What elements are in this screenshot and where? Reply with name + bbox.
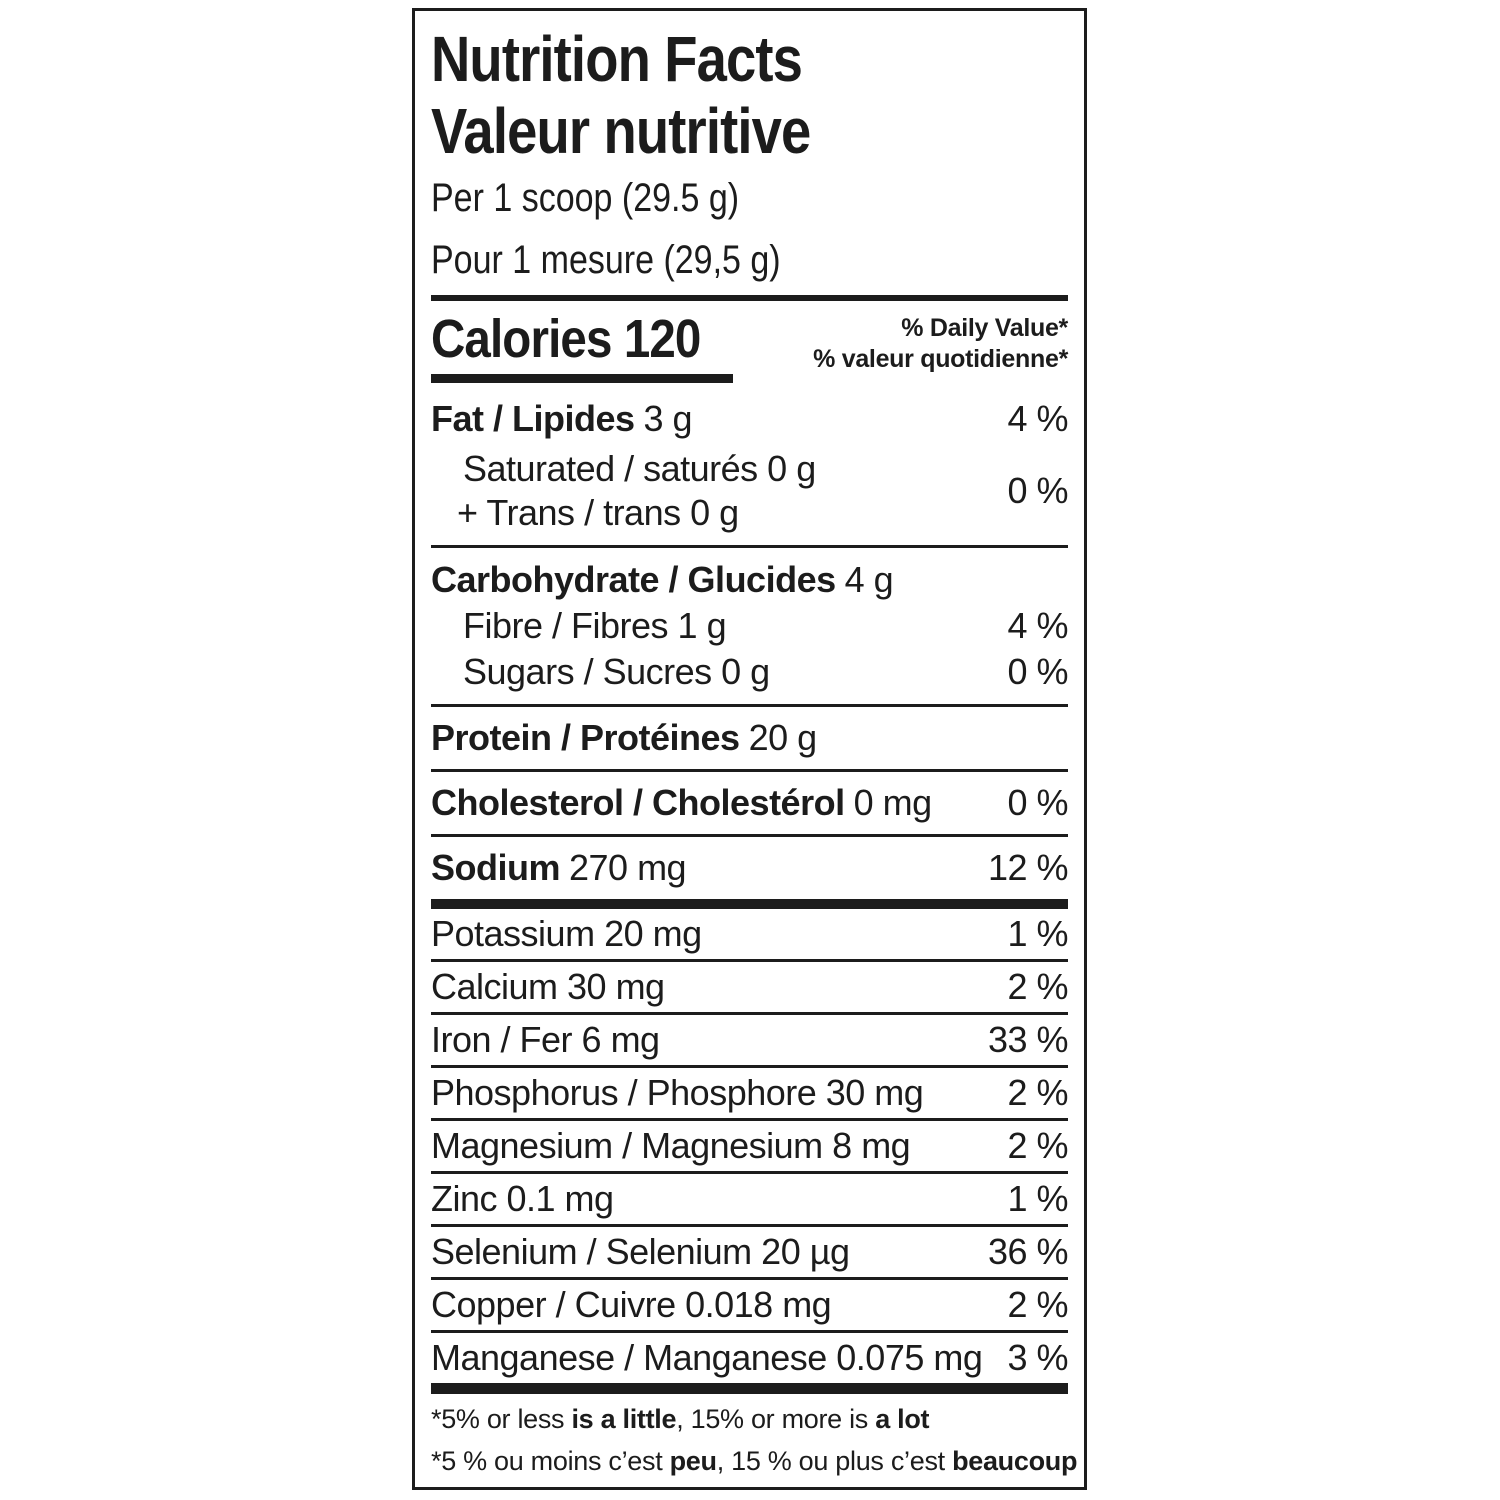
- cholesterol-daily-value: 0 %: [1007, 782, 1068, 823]
- sodium-daily-value: 12 %: [987, 847, 1068, 888]
- calories-underline-bar: [431, 374, 733, 383]
- sodium-amount: 270 mg: [569, 847, 687, 888]
- row-manganese: [431, 1333, 1068, 1394]
- row-fibre: [431, 604, 1068, 648]
- iron-daily-value: 33 %: [987, 1019, 1068, 1060]
- cholesterol-amount: 0 mg: [853, 782, 932, 823]
- zinc-label: Zinc 0.1 mg: [431, 1178, 614, 1219]
- fibre-daily-value: 4 %: [1007, 605, 1068, 646]
- potassium-label: Potassium 20 mg: [431, 913, 702, 954]
- nutrition-facts-label: [412, 8, 1087, 1490]
- saturated-fat-label: Saturated / saturés 0 g: [463, 448, 816, 489]
- magnesium-daily-value: 2 %: [1007, 1125, 1068, 1166]
- row-cholesterol: [431, 772, 1068, 837]
- separator-thick-top: [431, 295, 1068, 301]
- calcium-label: Calcium 30 mg: [431, 966, 665, 1007]
- protein-amount: 20 g: [748, 717, 817, 758]
- carbohydrate-amount: 4 g: [844, 559, 894, 600]
- daily-value-header-french: % valeur quotidienne*: [813, 345, 1068, 373]
- row-fat: [431, 397, 1068, 441]
- footnote-french: *5 % ou moins c’est peu, 15 % ou plus c’est beaucoup: [431, 1446, 1078, 1476]
- row-calcium: [431, 962, 1068, 1015]
- title-french: Valeur nutritive: [431, 95, 811, 167]
- row-protein: [431, 707, 1068, 772]
- selenium-daily-value: 36 %: [987, 1231, 1068, 1272]
- iron-label: Iron / Fer 6 mg: [431, 1019, 660, 1060]
- serving-size-english: Per 1 scoop (29.5 g): [431, 176, 740, 220]
- daily-value-header: [813, 309, 1068, 375]
- row-phosphorus: [431, 1068, 1068, 1121]
- row-copper: [431, 1280, 1068, 1333]
- row-iron: [431, 1015, 1068, 1068]
- calories-label: Calories: [431, 309, 612, 369]
- row-saturated-trans: [431, 447, 1068, 548]
- row-potassium: [431, 909, 1068, 962]
- calories-section: [431, 309, 1068, 383]
- trans-fat-label: + Trans / trans 0 g: [457, 492, 739, 533]
- row-selenium: [431, 1227, 1068, 1280]
- sodium-label: Sodium: [431, 847, 560, 888]
- fat-amount: 3 g: [643, 398, 693, 439]
- fat-daily-value: 4 %: [1007, 398, 1068, 439]
- serving-size-french: Pour 1 mesure (29,5 g): [431, 238, 781, 282]
- manganese-daily-value: 3 %: [1007, 1337, 1068, 1378]
- calcium-daily-value: 2 %: [1007, 966, 1068, 1007]
- copper-label: Copper / Cuivre 0.018 mg: [431, 1284, 832, 1325]
- calories-value: 120: [623, 309, 701, 369]
- row-sugars: [431, 650, 1068, 707]
- footnote-english: *5% or less is a little, 15% or more is a lot: [431, 1404, 930, 1434]
- manganese-label: Manganese / Manganese 0.075 mg: [431, 1337, 983, 1378]
- potassium-daily-value: 1 %: [1007, 913, 1068, 954]
- title-english: Nutrition Facts: [431, 23, 803, 95]
- copper-daily-value: 2 %: [1007, 1284, 1068, 1325]
- fat-label: Fat / Lipides: [431, 398, 635, 439]
- protein-label: Protein / Protéines: [431, 717, 740, 758]
- selenium-label: Selenium / Selenium 20 µg: [431, 1231, 850, 1272]
- zinc-daily-value: 1 %: [1007, 1178, 1068, 1219]
- sugars-label: Sugars / Sucres 0 g: [463, 651, 770, 692]
- saturated-trans-daily-value: 0 %: [1007, 470, 1068, 511]
- phosphorus-label: Phosphorus / Phosphore 30 mg: [431, 1072, 924, 1113]
- fibre-label: Fibre / Fibres 1 g: [463, 605, 727, 646]
- row-zinc: [431, 1174, 1068, 1227]
- cholesterol-label: Cholesterol / Cholestérol: [431, 782, 845, 823]
- row-magnesium: [431, 1121, 1068, 1174]
- carbohydrate-label: Carbohydrate / Glucides: [431, 559, 836, 600]
- sugars-daily-value: 0 %: [1007, 651, 1068, 692]
- row-sodium: [431, 837, 1068, 909]
- magnesium-label: Magnesium / Magnesium 8 mg: [431, 1125, 911, 1166]
- calories: [431, 309, 761, 383]
- phosphorus-daily-value: 2 %: [1007, 1072, 1068, 1113]
- row-carbohydrate: [431, 548, 1068, 602]
- daily-value-header-english: % Daily Value*: [901, 314, 1068, 342]
